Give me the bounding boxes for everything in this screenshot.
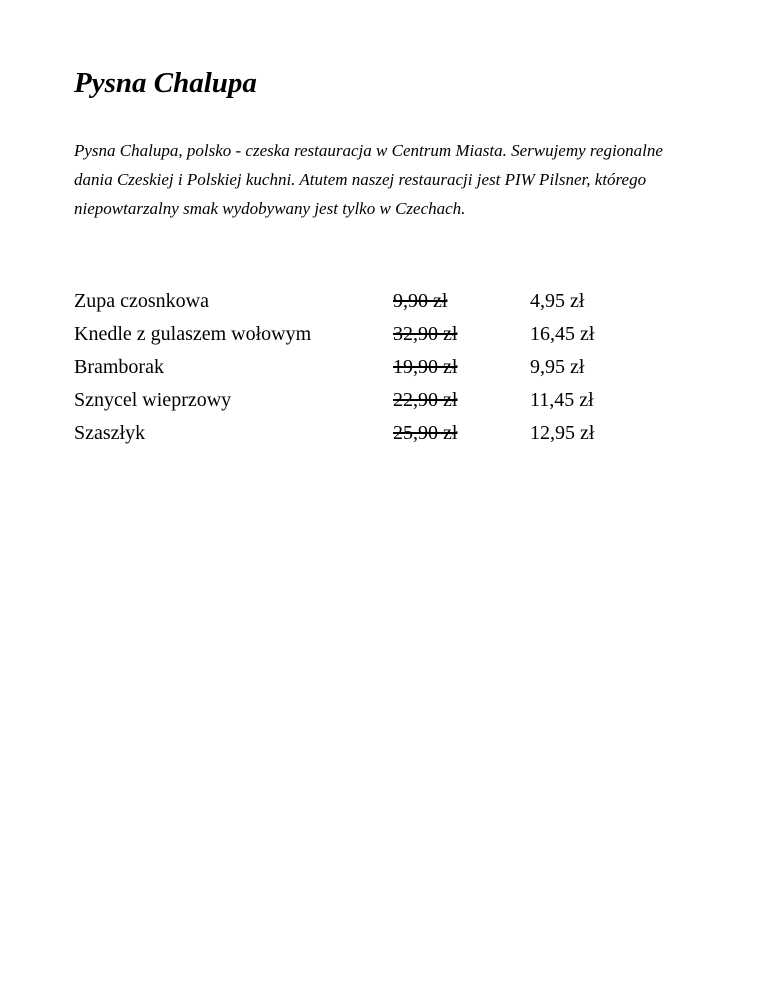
old-price: 25,90 zł xyxy=(393,422,458,444)
dish-name: Knedle z gulaszem wołowym xyxy=(74,323,312,345)
page-title: Pysna Chalupa xyxy=(74,67,257,99)
menu-item xyxy=(74,417,674,450)
menu-item xyxy=(74,318,674,351)
new-price: 4,95 zł xyxy=(530,290,585,312)
dish-name: Sznycel wieprzowy xyxy=(74,389,232,411)
dish-name: Bramborak xyxy=(74,356,164,378)
restaurant-description: Pysna Chalupa, polsko - czeska restauracja w Centrum Miasta. Serwujemy regionalne dania Czeskiej i Polskiej kuchni. Atutem naszej restauracji jest PIW Pilsner, którego niepowtarzalny smak wydobywany jest tylko w Czechach. xyxy=(74,141,663,218)
old-price: 32,90 zł xyxy=(393,323,458,345)
menu-item xyxy=(74,285,674,318)
new-price: 16,45 zł xyxy=(530,323,595,345)
old-price: 9,90 zł xyxy=(393,290,448,312)
new-price: 12,95 zł xyxy=(530,422,595,444)
new-price: 11,45 zł xyxy=(530,389,594,411)
menu-list xyxy=(74,285,674,450)
menu-item xyxy=(74,384,674,417)
old-price: 22,90 zł xyxy=(393,389,458,411)
menu-item xyxy=(74,351,674,384)
dish-name: Zupa czosnkowa xyxy=(74,290,209,312)
dish-name: Szaszłyk xyxy=(74,422,146,444)
new-price: 9,95 zł xyxy=(530,356,585,378)
old-price: 19,90 zł xyxy=(393,356,458,378)
